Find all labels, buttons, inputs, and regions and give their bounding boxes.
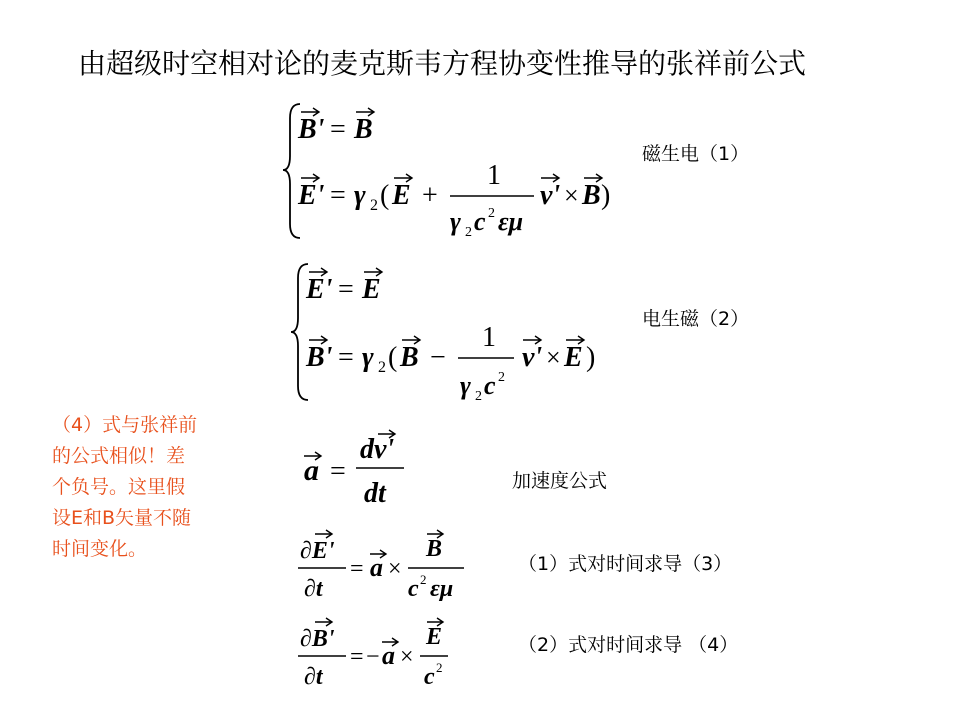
svg-text:a: a (304, 454, 319, 487)
svg-text:E': E' (298, 180, 325, 211)
svg-text:2: 2 (498, 370, 505, 385)
equation-1 (282, 98, 632, 248)
svg-text:B: B (426, 536, 443, 562)
svg-text:E: E (426, 624, 443, 650)
svg-text:1: 1 (482, 322, 496, 353)
svg-text:γ: γ (362, 342, 374, 373)
label-induction-1: 磁生电（1） (642, 143, 750, 165)
label-acceleration: 加速度公式 (512, 470, 608, 492)
svg-text:E: E (564, 342, 583, 373)
svg-text:B: B (582, 180, 601, 211)
svg-text:c: c (474, 207, 486, 236)
svg-text:(: ( (380, 180, 390, 211)
svg-text:∂t: ∂t (304, 664, 323, 690)
svg-text:B': B' (306, 342, 333, 373)
svg-text:−: − (366, 644, 380, 670)
svg-text:c: c (408, 576, 419, 602)
svg-text:B: B (354, 114, 373, 145)
svg-text:2: 2 (436, 660, 443, 675)
note-line: （4）式与张祥前 (52, 414, 198, 436)
svg-text:dt: dt (364, 478, 386, 509)
svg-text:c: c (484, 371, 496, 400)
svg-text:γ: γ (460, 371, 471, 400)
equation-4 (296, 524, 476, 604)
svg-text:v': v' (540, 180, 561, 211)
svg-text:γ: γ (450, 207, 461, 236)
svg-text:B: B (400, 342, 419, 373)
svg-text:dv': dv' (360, 434, 395, 465)
svg-text:2: 2 (465, 225, 472, 240)
svg-text:2: 2 (370, 197, 378, 214)
svg-text:a: a (370, 553, 383, 582)
equation-5 (296, 612, 466, 692)
svg-text:(: ( (388, 342, 398, 373)
svg-text:=: = (350, 644, 364, 670)
svg-text:2: 2 (488, 206, 495, 221)
svg-text:E': E' (306, 274, 333, 305)
svg-text:−: − (430, 342, 446, 373)
svg-text:×: × (388, 556, 402, 582)
svg-text:=: = (338, 274, 354, 305)
svg-text:∂t: ∂t (304, 576, 323, 602)
svg-text:B': B' (298, 114, 325, 145)
label-derivative-4: （2）式对时间求导 （4） (518, 634, 739, 656)
svg-text:εμ: εμ (498, 207, 524, 236)
label-derivative-3: （1）式对时间求导（3） (518, 553, 733, 575)
svg-text:): ) (586, 342, 596, 373)
svg-text:×: × (564, 181, 579, 210)
svg-text:εμ: εμ (430, 576, 454, 602)
svg-text:×: × (546, 343, 561, 372)
svg-text:): ) (601, 180, 611, 211)
note-line: 个负号。这里假 (52, 476, 186, 498)
equation-3 (298, 422, 418, 512)
svg-text:=: = (330, 456, 346, 487)
page-title: 由超级时空相对论的麦克斯韦方程协变性推导的张祥前公式 (78, 47, 807, 80)
svg-text:v': v' (522, 342, 543, 373)
svg-text:a: a (382, 641, 395, 670)
note-line: 时间变化。 (52, 538, 148, 560)
label-induction-2: 电生磁（2） (642, 308, 750, 330)
svg-text:∂B': ∂B' (300, 626, 335, 652)
svg-text:2: 2 (420, 572, 427, 587)
svg-text:×: × (400, 644, 414, 670)
svg-text:E: E (392, 180, 411, 211)
svg-text:c: c (424, 664, 435, 690)
note-line: 设E和B矢量不随 (52, 507, 192, 529)
svg-text:∂E': ∂E' (300, 538, 335, 564)
svg-text:2: 2 (475, 389, 482, 404)
equation-2 (290, 260, 620, 410)
svg-text:E: E (362, 274, 381, 305)
svg-text:+: + (422, 180, 438, 211)
svg-text:2: 2 (378, 359, 386, 376)
svg-text:=: = (350, 556, 364, 582)
svg-text:γ: γ (354, 180, 366, 211)
svg-text:=: = (338, 342, 354, 373)
svg-text:=: = (330, 114, 346, 145)
note-line: 的公式相似！差 (52, 445, 186, 467)
svg-text:=: = (330, 180, 346, 211)
svg-text:1: 1 (487, 160, 501, 191)
side-note (52, 410, 242, 565)
